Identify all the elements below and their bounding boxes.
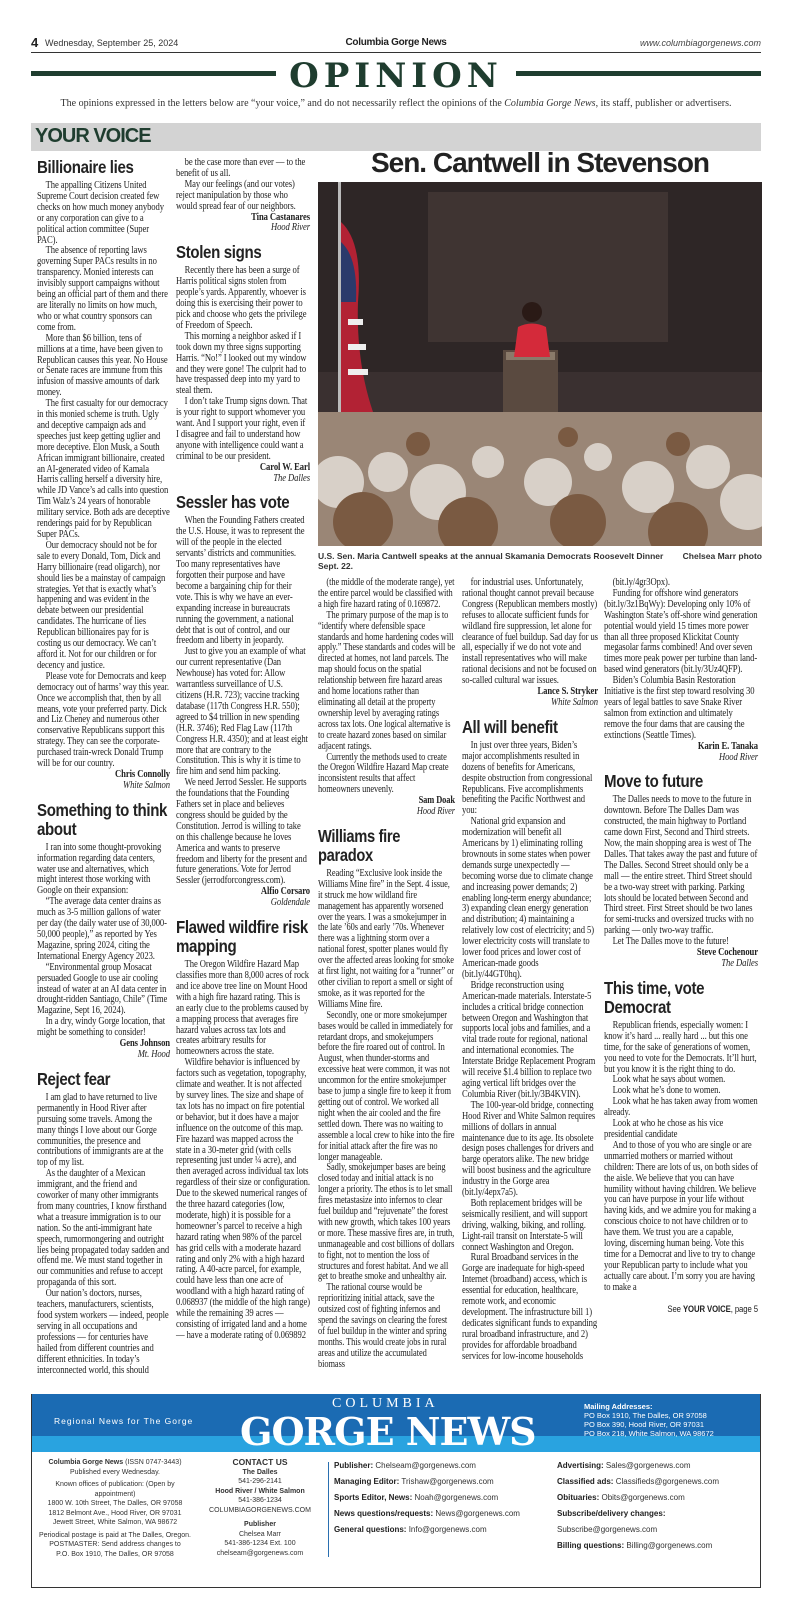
contact-email[interactable]: Chelseam@gorgenews.com (375, 1461, 476, 1470)
issue-date: Wednesday, September 25, 2024 (45, 38, 179, 48)
author-location: Hood River (718, 751, 758, 763)
letter-continuation (176, 158, 310, 234)
contact-email[interactable]: News@gorgenews.com (435, 1509, 520, 1518)
divider (328, 1462, 329, 1557)
letter-signature (604, 742, 758, 764)
author-name: Steve Cochenour (696, 947, 758, 959)
disclaimer-text: , its staff, publisher or advertisers. (595, 98, 732, 109)
contact-phone: 541-386-1234 Ext. 100 (224, 1540, 296, 1547)
letter-headline: Flawed wildfire risk mapping (176, 917, 308, 957)
letter-paragraph: The Oregon Wildfire Hazard Map classifies more than 8,000 acres of rock and ice above tree line on Mount Hood with a high fire hazard rating. This is an early clue to the problems caused by a mapping process that averages fire hazard values across tax lots and creates arbitrary results for homeowners across the state. (176, 959, 309, 1058)
letter (176, 493, 310, 909)
contact-label: The Dalles (242, 1468, 278, 1476)
letter-headline: Williams fire paradox (318, 825, 401, 865)
author-location: White Salmon (550, 696, 598, 708)
letter (176, 243, 310, 484)
contact-label: Publisher: (334, 1461, 374, 1470)
column-3 (318, 578, 455, 1371)
author-location: The Dalles (273, 472, 310, 484)
letter-signature (604, 948, 758, 970)
letter-headline: This time, vote Democrat (604, 977, 705, 1017)
author-name: Sam Doak (418, 795, 455, 807)
page-number: 4 (31, 35, 39, 50)
contact-row (557, 1506, 760, 1538)
letter-paragraph: The 100-year-old bridge, connecting Hood River and White Salmon requires millions of dollars in annual maintenance due to its age. Its obsolete design poses challenges for drivers and barge operators alike. The new bridge will boost business and the agriculture industry in the Gorge area (bit.ly/4epx7a5). (462, 1099, 596, 1199)
letter-headline: Something to think about (37, 799, 168, 839)
postage-info: POSTMASTER: Send address changes to (49, 1541, 181, 1548)
photo-headline: Sen. Cantwell in Stevenson (370, 147, 710, 178)
masthead-footer (31, 1394, 761, 1588)
author-name: Karin E. Tanaka (697, 740, 758, 752)
contact-label: Sports Editor, News: (334, 1493, 413, 1502)
letter-signature (318, 796, 455, 818)
mailing-label: Mailing Addresses: (584, 1402, 653, 1411)
office-address: 1800 W. 10th Street, The Dalles, OR 97058 (47, 1500, 183, 1507)
letter-headline: Move to future (604, 771, 703, 792)
author-location: White Salmon (123, 779, 170, 791)
author-location: Goldendale (270, 897, 310, 909)
column-2 (176, 158, 310, 1342)
mailing-address: PO Box 390, Hood River, OR 97031 (584, 1420, 705, 1429)
contact-label: General questions: (334, 1525, 407, 1534)
letter-paragraph: Bridge reconstruction using American-made materials. Interstate-5 includes a critical bridge connection between Oregon and Washington that supports local jobs and families, and a vital trade route for regional, national and international economies. The Interstate Bridge Replacement Program will receive $1.4 billion to replace two aging vertical lift bridges over the Columbia River (bit.ly/3B4KVIN). (462, 979, 596, 1100)
masthead-info (36, 1458, 194, 1562)
letter-paragraph: Both replacement bridges will be seismically resilient, and will support driving, walking, biking, and rolling. Light-rail transit on Interstate-5 will connect Washington and Oregon. (462, 1197, 588, 1253)
column-1 (37, 158, 170, 1376)
contact-row (557, 1490, 760, 1506)
office-address: Jewett Street, White Salmon, WA 98672 (52, 1519, 178, 1526)
letter-headline: Billionaire lies (37, 157, 134, 177)
letter-paragraph: Sadly, smokejumper bases are being closed today and initial attack is no longer a priority. The ethos is to let small fires metastasize into infernos to clear fuel buildup and “rejuvenate” the forest with new growth, which takes 100 years or more. These massive fires are, in truth, unmanageable and cost billions of dollars to fight, not to mention the loss of structures and forest habitat. And we all get to breathe smoke and unhealthy air. (318, 1162, 455, 1283)
column-text (462, 578, 598, 1363)
letter-paragraph: for industrial uses. Unfortunately, rational thought cannot prevail because Congress (Republican members mostly) refuses to allocate sufficient funds for wildland fire suppression, let alone for clearance of fuel buildup. Sad day for us all, especially if we do not vote and install representatives who will make rational decisions and not be focused on so-called cultural war issues. (462, 577, 598, 687)
letter (37, 158, 170, 792)
letter-paragraph: More than $6 billion, tens of millions at a time, have been given to Republican causes this year. No House or Senate races are immune from this infusion of massive amounts of dark money. (37, 332, 168, 399)
contact-email[interactable]: Billing@gorgenews.com (626, 1541, 713, 1550)
letter-paragraph: (the middle of the moderate range), yet the entire parcel would be classified with a high fire hazard rating of 0.169872. (318, 577, 455, 610)
letter-signature (37, 770, 170, 792)
column-4 (462, 578, 598, 1363)
disclaimer-paper: Columbia Gorge News (504, 98, 596, 109)
letter (604, 979, 758, 1294)
contact-row (557, 1458, 760, 1474)
publisher-name: Chelsea Marr (238, 1530, 281, 1538)
letter-signature (176, 463, 310, 485)
postage-info: Periodical postage is paid at The Dalles, Oregon. (38, 1531, 191, 1539)
caption-text: U.S. Sen. Maria Cantwell speaks at the annual Skamania Democrats Roosevelt Dinner Sept. 22. (318, 551, 664, 571)
disclaimer-text: The opinions expressed in the letters below are “your voice,” and do not necessarily reflect the opinions of the (60, 98, 505, 109)
letter-paragraph: The first casualty for our democracy in this monied scheme is truth. Ugly and deceptive campaign ads and speeches just keep getting uglier and more deceptive. Elon Musk, a South African immigrant billionaire, created an AI-generated video of Kamala Harris calling herself a diversity hire, while JD Vance’s ad calls into question Tim Walz’s 24 years of honorable military service. Both ads are deceptive renderings paid for by Republican Super PACs. (37, 398, 170, 540)
letter (604, 772, 758, 970)
contact-email[interactable]: Noah@gorgenews.com (414, 1493, 499, 1502)
department-contacts (557, 1458, 760, 1554)
letter-paragraph: May our feelings (and our votes) reject manipulation by those who would spread fear of our neighbors. (176, 178, 296, 212)
author-name: Carol W. Earl (259, 461, 310, 473)
author-name: Gens Johnson (119, 1038, 170, 1050)
photo-caption (318, 551, 762, 571)
letter-paragraph: The appalling Citizens United Supreme Court decision created few checks on how much money anybody or any corporation can give to a political action committee (Super PAC). (37, 180, 164, 246)
mailing-addresses (584, 1402, 714, 1438)
contact-email[interactable]: Info@gorgenews.com (408, 1525, 487, 1534)
letter-signature (37, 1039, 170, 1061)
letter-paragraph: Our democracy should not be for sale to every Donald, Tom, Dick and Harry billionaire (read oligarch), nor should lies be a mainstay of campaign strategies. Yet that is exactly what’s happening and was evident in the debate between our presidential candidates. The hurricane of lies Republican billionaires pay for is costing us our democracy. We can’t afford it. Not for our children or for decency and justice. (37, 539, 166, 671)
staff-contacts (334, 1458, 520, 1538)
letter (318, 827, 455, 1371)
letter-continuation (604, 578, 758, 763)
letter-paragraph: Rural Broadband services in the Gorge are inadequate for high-speed Internet (broadband) access, which is essential for education, healthcare, remote work, and economic development. The infrastructure bill 1) dedicates significant funds to expanding rural broadband infrastructure, and 2) provides for affordable broadband services for low-income households (462, 1252, 598, 1362)
office-info: Known offices of publication: (Open by appointment) (55, 1481, 175, 1498)
office-address: 1812 Belmont Ave., Hood River, OR 97031 (48, 1509, 182, 1517)
letter (176, 918, 310, 1342)
contact-row (334, 1490, 520, 1506)
letter (37, 1070, 170, 1377)
logo-top: COLUMBIA (332, 1396, 439, 1411)
letter-paragraph: This morning a neighbor asked if I took down my three signs supporting Harris. “No!” I looked out my window and they were gone! The culprit had to have trespassed deep into my yard to steal them. (176, 330, 307, 397)
letter-paragraph: We need Jerrod Sessler. He supports the foundations that the Founding Fathers set in place and believes congress should be guided by the Constitution. Jerrod is willing to take on this challenge because he loves America and wants to preserve freedom and liberty for the present and future generations. Vote for Jerrod Sessler (jerrodforcongress.com). (176, 777, 307, 887)
contact-label: Hood River / White Salmon (215, 1487, 305, 1495)
letter (37, 801, 170, 1061)
author-name: Alfio Corsaro (260, 886, 310, 898)
letter-paragraph: And to those of you who are single or are unmarried mothers or married without children: There are lots of us, on both sides of the aisle. We believe that you can have humility without having children. We believe you can have purpose in your life without having kids, and we admire you for making a conscious choice to not have children or to have them. We trust you are a capable, loving, discerning human being. Vote this time for a Democrat and live to try to change your Republican party to include what you actually care about. I’m sorry you are having to make a (604, 1139, 758, 1293)
contact-label: Managing Editor: (334, 1477, 400, 1486)
author-location: Hood River (416, 806, 455, 818)
contact-email[interactable]: Classifieds@gorgenews.com (615, 1477, 719, 1486)
letter-paragraph: I don’t take Trump signs down. That is your right to support whomever you want. And I support your right, even if I disagree and fail to understand how anyone with intelligence could want a criminal to be our president. (176, 396, 308, 462)
jump-text: , page 5 (730, 1303, 758, 1314)
letter-headline: Sessler has vote (176, 492, 290, 513)
author-location: The Dalles (721, 958, 758, 969)
column-5 (604, 578, 758, 1314)
letter-paragraph: be the case more than ever — to the benefit of us all. (176, 157, 306, 179)
paper-name: Columbia Gorge News (345, 37, 447, 48)
letter-paragraph: Currently the methods used to create the Oregon Wildfire Hazard Map create inconsistent results that affect homeowners unevenly. (318, 751, 449, 796)
section-banner (31, 56, 761, 96)
letter-paragraph: “The average data center drains as much as 3-5 million gallons of water per day (the daily water use of 30,000-50,000 people),” as reported by Yes Magazine, spring 2024, citing the International Energy Agency 2023. (37, 896, 167, 962)
contact-phone: 541-296-2141 (238, 1478, 282, 1485)
mailing-address: PO Box 218, White Salmon, WA 98672 (584, 1429, 714, 1438)
contact-email[interactable]: Sales@gorgenews.com (605, 1461, 691, 1470)
column-text (318, 578, 455, 1371)
letter-paragraph: Look what he says about women. (612, 1074, 726, 1086)
photo-credit: Chelsea Marr photo (682, 551, 762, 561)
logo: GORGE NEWS (240, 1409, 536, 1454)
letter-paragraph: As the daughter of a Mexican immigrant, and the friend and coworker of many other immigrants from many countries, I know firsthand what a treasure immigration is to our nation. So the anti-immigrant hate speech, rumormongering and outright lies being propagated today sadden and offend me. We must stand together in our communities and refuse to accept propaganda of this sort. (37, 1168, 170, 1289)
letter-paragraph: The primary purpose of the map is to “identify where defensible space standards and home hardening codes will apply.” These standards and codes will be directed at homes, not land parcels. The map should focus on the spatial relationship between fire hazard areas and home locations rather than eliminating all detail at the property ownership level by averaging ratings across tax lots. One logical alternative is to create hazard zones based on similar adjacent ratings. (318, 609, 455, 752)
column-text (604, 578, 758, 1314)
jump-label: YOUR VOICE (682, 1303, 731, 1314)
letter-paragraph: When the Founding Fathers created the U.S. House, it was to represent the will of the people in the elected servants’ districts and communities. Too many representatives have forgotten their purpose and have become a bargaining chip for their vote. This is why we have an ever-expanding increase in bureaucrats running the government, a national debt that is out of control, and our freedom and liberty in jeopardy. (176, 515, 305, 647)
contact-email[interactable]: Obits@gorgenews.com (601, 1493, 685, 1502)
contact-email[interactable]: Subscribe@gorgenews.com (557, 1525, 658, 1534)
letter-headline: All will benefit (462, 716, 558, 737)
contact-phone: 541-386-1234 (238, 1497, 282, 1504)
letter-signature (462, 687, 598, 709)
letter-signature (176, 887, 310, 909)
letter-paragraph: Look what he’s done to women. (612, 1085, 721, 1097)
column-text (176, 158, 310, 1342)
contact-label: Subscribe/delivery changes: (557, 1509, 666, 1518)
contact-row (334, 1522, 520, 1538)
letter-paragraph: Please vote for Democrats and keep democracy out of harms’ way this year. Once we accomplish that, then by all means, vote your preferred party. Dick and Liz Cheney and numerous other conservative Republicans support this strategy. They can see the corporate-purchased train-wreck Donald Trump will be for our country. (37, 670, 169, 770)
letter-paragraph: I am glad to have returned to live permanently in Hood River after pursuing some travels. Among the many things I love about our Gorge communities, the presence and contributions of immigrants are at the top of my list. (37, 1091, 164, 1169)
letter-paragraph: I ran into some thought-provoking information regarding data centers, water use and alternatives, which might interest those working with Google on their expansion: (37, 841, 162, 897)
author-location: Mt. Hood (137, 1048, 170, 1060)
publication-schedule: Published every Wednesday. (69, 1468, 160, 1476)
masthead-name: Columbia Gorge News (48, 1459, 124, 1466)
contact-label: Obituaries: (557, 1493, 600, 1502)
contact-row (334, 1458, 520, 1474)
contact-row (557, 1474, 760, 1490)
letter-paragraph: In just over three years, Biden’s major accomplishments resulted in dozens of benefits for Americans, despite obstruction from congressional Republicans. Five accomplishments benefiting the Pacific Northwest and you: (462, 739, 593, 817)
contact-label: Advertising: (557, 1461, 604, 1470)
contact-email[interactable]: chelseam@gorgenews.com (216, 1549, 304, 1557)
footer-banner (32, 1394, 760, 1452)
letter-paragraph: Recently there has been a surge of Harris political signs stolen from people’s yards. Apparently, whoever is doing this is exercising their power to pick and choose who gets the privilege of Freedom of Speech. (176, 265, 307, 331)
contact-heading: CONTACT US (232, 1457, 288, 1467)
jump-text: See (667, 1303, 683, 1314)
letter-paragraph: Biden’s Columbia Basin Restoration Initiative is the first step toward resolving 30 years of legal battles to save Snake River salmon from extinction and ultimately remove the four dams that are causing the extinctions (Seattle Times). (604, 675, 755, 741)
letter (462, 718, 598, 1363)
letter-paragraph: Look what he has taken away from women already. (604, 1096, 758, 1119)
letter-paragraph: Reading “Exclusive look inside the Williams Mine fire” in the Sept. 4 issue, it struck me how wildland fire management has apparently worsened over the years. I was a smokejumper in the late ’60s and early ’70s. Whenever there was a lightning storm over a national forest, spotter planes would fly over the affected areas looking for smoke at first light, not waiting for a “runner” or other civilian to report a smell or sight of smoke, as it was reported for the Williams Mine fire. (318, 867, 454, 1010)
mailing-address: PO Box 1910, The Dalles, OR 97058 (584, 1411, 707, 1420)
contact-label: News questions/requests: (334, 1509, 434, 1518)
contact-us (200, 1458, 320, 1558)
author-name: Chris Connolly (115, 768, 170, 780)
author-location: Hood River (270, 222, 310, 234)
tagline: Regional News for The Gorge (54, 1416, 194, 1426)
disclaimer (0, 98, 792, 109)
postage-info: P.O. Box 1910, The Dalles, OR 97058 (56, 1550, 174, 1558)
letter-paragraph: Our nation’s doctors, nurses, teachers, manufacturers, scientists, food system workers — indeed, people serving in all occupations and professions — for centuries have hailed from different countries and different ethnicities. In today’s interconnected world, this should (37, 1288, 169, 1376)
contact-label: Publisher (244, 1521, 276, 1528)
page-header (31, 33, 761, 53)
issn: (ISSN 0747-3443) (123, 1459, 182, 1466)
contact-row (557, 1538, 760, 1554)
letter-paragraph: Secondly, one or more smokejumper bases would be called in immediately for retardant drops, and smokejumpers before the fire roared out of control. In August, when thunder-storms and excessive heat were common, it was not uncommon for the entire smokejumper base to jump a single fire to keep it from getting out of control. We worked all night when the air cooled and the fire settled down. There was no waiting to assemble a local crew to hike into the fire for initial attack after the fire was no longer manageable. (318, 1009, 455, 1163)
contact-website[interactable]: COLUMBIAGORGENEWS.COM (209, 1506, 311, 1514)
letter-paragraph: Look at who he chose as his vice presidential candidate (604, 1118, 724, 1140)
column-text (37, 158, 170, 1376)
subsection-title: YOUR VOICE (31, 123, 761, 151)
letter-paragraph: Let The Dalles move to the future! (612, 936, 729, 948)
letter-headline: Stolen signs (176, 242, 262, 263)
letter-paragraph: Wildfire behavior is influenced by factors such as vegetation, topography, climate and weather. It is not affected by survey lines. The size and shape of tax lots has no impact on fire potential or behavior, but it does have a major influence on the outcome of this map. Fire hazard was mapped across the state in a 30-meter grid (with cells representing just under ¼ acre), and then averaged across individual tax lots regardless of their size or configuration. Due to the skewed numerical ranges of the three hazard categories (low, moderate, high) it is possible for a homeowner’s parcel to receive a high hazard rating when 98% of the parcel has grid cells with a moderate hazard rating and only 2% with a high hazard rating. A 40-acre parcel, for example, could have less than one acre of woodland with a high hazard rating of 0.068937 (the middle of the high range) while the remaining 39 acres — consisting of irrigated land and a home — have a moderate rating of 0.069892 (176, 1057, 310, 1341)
letter-paragraph: The absence of reporting laws governing Super PACs results in no transparency. Monied interests can invisibly support campaigns without being an official part of them and there are literally no limits on how much, who or what country sponsors can come from. (37, 245, 168, 333)
contact-row (334, 1474, 520, 1490)
letter-continuation (462, 578, 598, 709)
letter-paragraph: The rational course would be reprioritizing initial attack, save the outsized cost of fighting infernos and spend the savings on clearing the forest of fuel buildup in the winter and spring months. This would create jobs in rural areas and utilize the accumulated biomass (318, 1282, 448, 1370)
letter-paragraph: National grid expansion and modernization will benefit all Americans by 1) eliminating rolling brownouts in some states when power demands surge unexpectedly — becoming worse due to climate change and increasing power demands; 2) enabling long-term energy abundance; 3) expanding clean energy generation and distribution; 4) maintaining a relatively low cost of electricity; and 5) lower electricity costs will translate to lower food prices and lower cost of American-made goods (bit.ly/44GT0hq). (462, 816, 595, 980)
letter-paragraph: Just to give you an example of what our current representative (Dan Newhouse) has voted for: Allow warrantless surveillance of U.S. citizens (H.R. 723); vaccine tracking database (117th Congress H.R. 550); agreed to $4 trillion in new spending (H.R. 3746); Red Flag Law (117th Congress H.R. 4350); and at least eight more that are contrary to the Constitution. This is why it is time to fire him and send him packing. (176, 646, 308, 778)
letter-signature (176, 213, 310, 235)
contact-row (334, 1506, 520, 1522)
letter-paragraph: Republican friends, especially women: I know it’s hard ... really hard ... but this one time, for the sake of generations of women, you need to vote for the Democrats. It’ll hurt, but you know it is the right thing to do. (604, 1019, 757, 1075)
section-title: OPINION (289, 56, 503, 96)
letter-paragraph: “Environmental group Mosacat persuaded Google to use air cooling instead of water at an AI data center in drought-ridden Santiago, Chile” (Time Magazine, Sept 16, 2024). (37, 961, 168, 1017)
news-photo (318, 182, 762, 546)
letter-continuation (318, 578, 455, 818)
author-name: Lance S. Stryker (537, 686, 598, 698)
jump-line[interactable] (604, 1304, 758, 1315)
letter-paragraph: (bit.ly/4gr3Opx). (612, 577, 670, 588)
contact-email[interactable]: Trishaw@gorgenews.com (401, 1477, 494, 1486)
photo-image (318, 182, 762, 546)
contact-label: Classified ads: (557, 1477, 614, 1486)
letter-paragraph: Funding for offshore wind generators (bit.ly/3z1BqWy): Developing only 10% of Washington State’s off-shore wind generation potential would yield 15 times more power than all three proposed Klickitat County megasolar farms combined! And over seven times more peak power per turbine than land-based wind generators (bit.ly/3Uz4QFP). (604, 587, 758, 676)
paper-url[interactable]: www.columbiagorgenews.com (639, 38, 761, 48)
letter-paragraph: In a dry, windy Gorge location, that might be something to consider! (37, 1016, 166, 1039)
author-name: Tina Castanares (251, 211, 310, 223)
letter-headline: Reject fear (37, 1068, 111, 1089)
letter-paragraph: The Dalles needs to move to the future in downtown. Before The Dalles Dam was constructed, the main highway to Portland came down First, Second and Third streets. Now, the main shopping area is west of The Dalles. That takes away the past and future of The Dalles. Second Street should only be a mall — the entire street. Third Street should be a two-way street with parking. Parking lots should be located between Second and Third street. First Street should be two lanes for semi-trucks and oversized trucks with no parking — only two-way traffic. (604, 794, 758, 937)
contact-label: Billing questions: (557, 1541, 625, 1550)
